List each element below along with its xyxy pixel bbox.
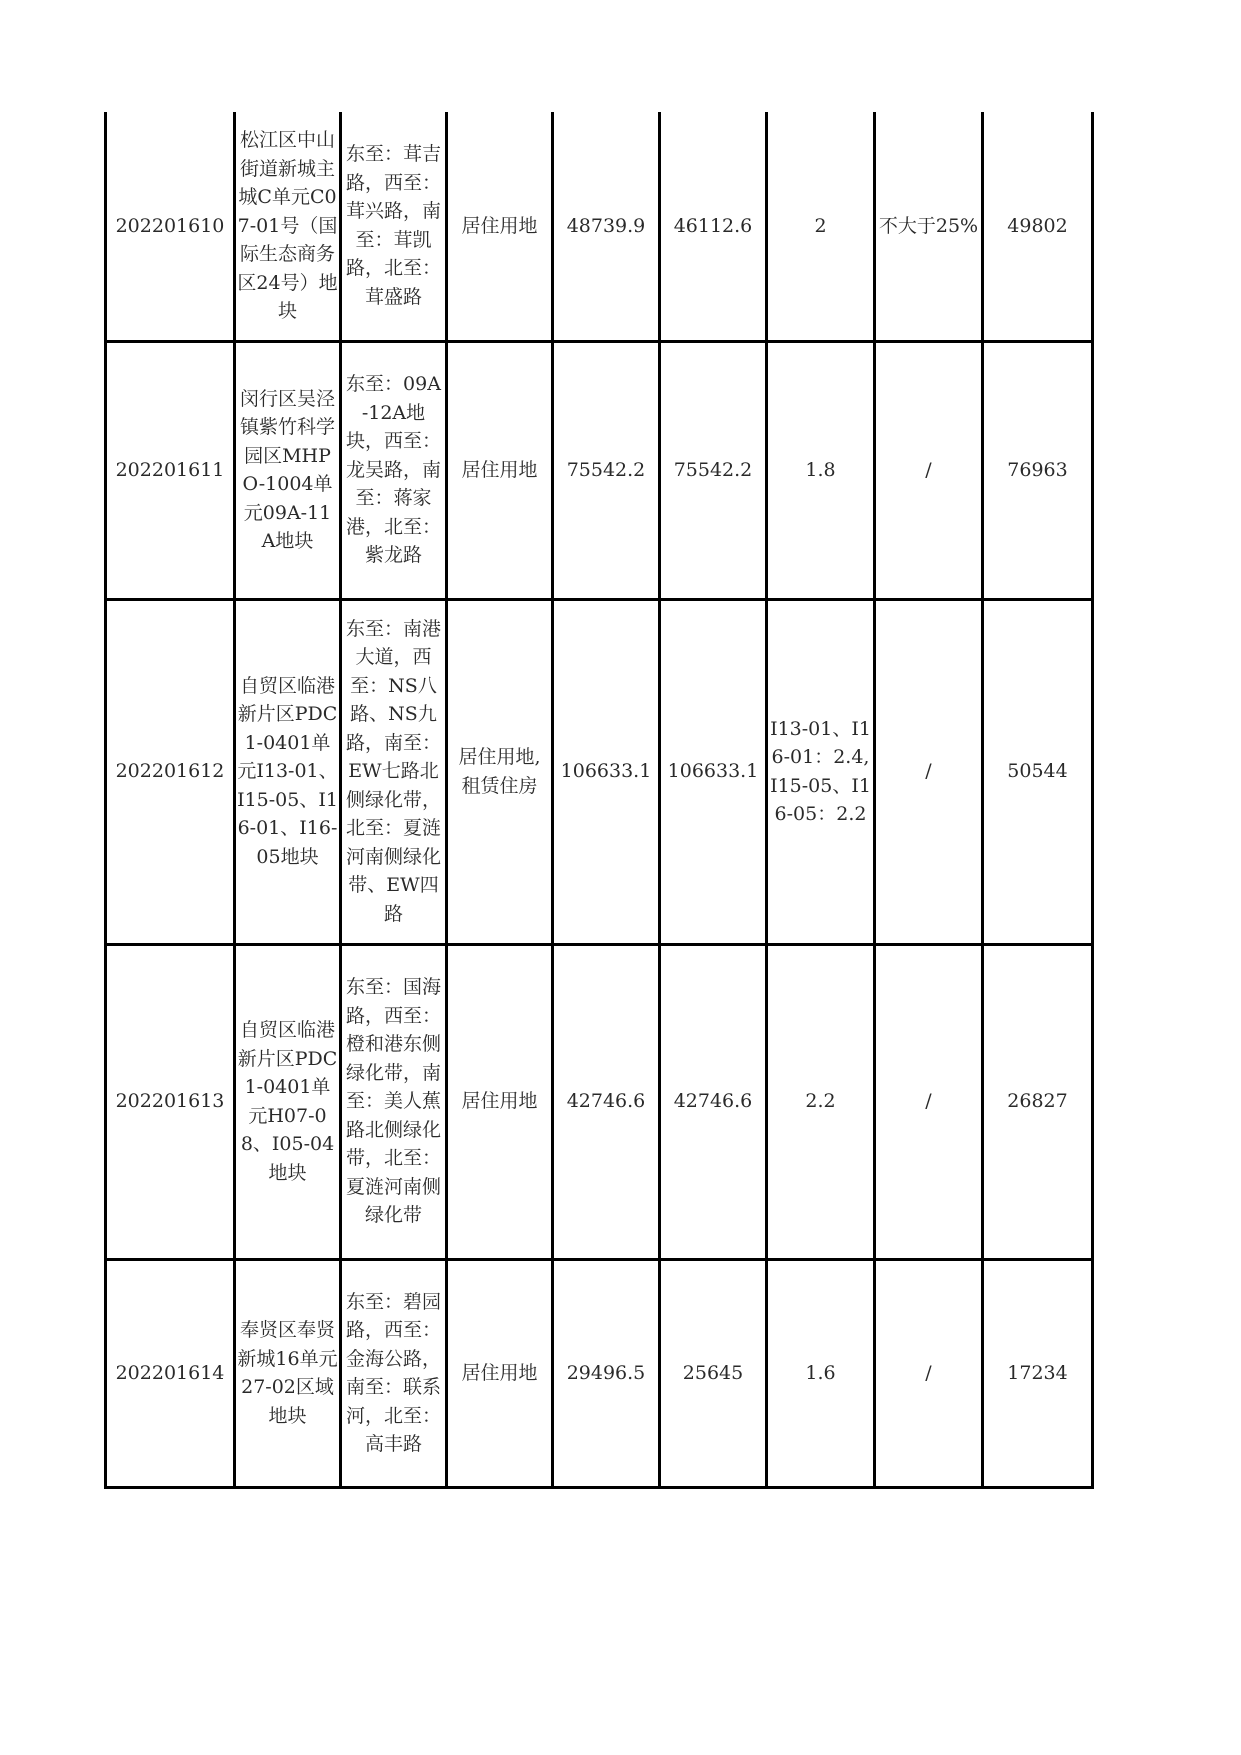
- build-area-cell: 75542.2: [660, 341, 767, 599]
- ratio-limit-cell: /: [875, 944, 983, 1259]
- table-row: [106, 112, 1093, 341]
- parcel-id-cell: 202201612: [106, 599, 235, 944]
- plot-ratio-cell: 1.6: [767, 1259, 875, 1487]
- plot-ratio-cell: 1.8: [767, 341, 875, 599]
- price-cell: 26827: [983, 944, 1093, 1259]
- table-row: [106, 1259, 1093, 1487]
- ratio-limit-cell: /: [875, 341, 983, 599]
- table-row: [106, 599, 1093, 944]
- land-use-cell: 居住用地: [447, 944, 553, 1259]
- land-use-cell: 居住用地: [447, 1259, 553, 1487]
- parcel-id-cell: 202201611: [106, 341, 235, 599]
- parcel-id-cell: 202201610: [106, 112, 235, 341]
- parcel-id-cell: 202201614: [106, 1259, 235, 1487]
- land-use-cell: 居住用地,租赁住房: [447, 599, 553, 944]
- table-row: [106, 341, 1093, 599]
- parcel-bounds-cell: 东至：碧园路，西至：金海公路，南至：联系河，北至：高丰路: [341, 1259, 447, 1487]
- land-area-cell: 106633.1: [553, 599, 660, 944]
- land-area-cell: 75542.2: [553, 341, 660, 599]
- plot-ratio-cell: I13-01、I16-01：2.4,I15-05、I16-05：2.2: [767, 599, 875, 944]
- parcel-name-cell: 自贸区临港新片区PDC1-0401单元H07-08、I05-04地块: [235, 944, 341, 1259]
- build-area-cell: 46112.6: [660, 112, 767, 341]
- parcel-bounds-cell: 东至：茸吉路，西至：茸兴路，南至：茸凯路，北至：茸盛路: [341, 112, 447, 341]
- parcel-name-cell: 松江区中山街道新城主城C单元C07-01号（国际生态商务区24号）地块: [235, 112, 341, 341]
- ratio-limit-cell: /: [875, 1259, 983, 1487]
- parcel-name-cell: 自贸区临港新片区PDC1-0401单元I13-01、I15-05、I16-01、I16-05地块: [235, 599, 341, 944]
- ratio-limit-cell: 不大于25%: [875, 112, 983, 341]
- land-parcel-table: [104, 112, 1094, 1489]
- build-area-cell: 25645: [660, 1259, 767, 1487]
- land-area-cell: 29496.5: [553, 1259, 660, 1487]
- plot-ratio-cell: 2: [767, 112, 875, 341]
- parcel-name-cell: 奉贤区奉贤新城16单元27-02区域地块: [235, 1259, 341, 1487]
- land-area-cell: 48739.9: [553, 112, 660, 341]
- price-cell: 50544: [983, 599, 1093, 944]
- land-area-cell: 42746.6: [553, 944, 660, 1259]
- price-cell: 17234: [983, 1259, 1093, 1487]
- price-cell: 49802: [983, 112, 1093, 341]
- table-row: [106, 944, 1093, 1259]
- parcel-bounds-cell: 东至：南港大道，西至：NS八路、NS九路，南至：EW七路北侧绿化带，北至：夏涟河南侧绿化带、EW四路: [341, 599, 447, 944]
- plot-ratio-cell: 2.2: [767, 944, 875, 1259]
- parcel-name-cell: 闵行区吴泾镇紫竹科学园区MHPO-1004单元09A-11A地块: [235, 341, 341, 599]
- parcel-bounds-cell: 东至：国海路，西至：橙和港东侧绿化带，南至：美人蕉路北侧绿化带，北至：夏涟河南侧绿化带: [341, 944, 447, 1259]
- land-use-cell: 居住用地: [447, 112, 553, 341]
- land-use-cell: 居住用地: [447, 341, 553, 599]
- build-area-cell: 42746.6: [660, 944, 767, 1259]
- parcel-bounds-cell: 东至：09A-12A地块，西至：龙吴路，南至：蒋家港，北至：紫龙路: [341, 341, 447, 599]
- parcel-id-cell: 202201613: [106, 944, 235, 1259]
- ratio-limit-cell: /: [875, 599, 983, 944]
- build-area-cell: 106633.1: [660, 599, 767, 944]
- price-cell: 76963: [983, 341, 1093, 599]
